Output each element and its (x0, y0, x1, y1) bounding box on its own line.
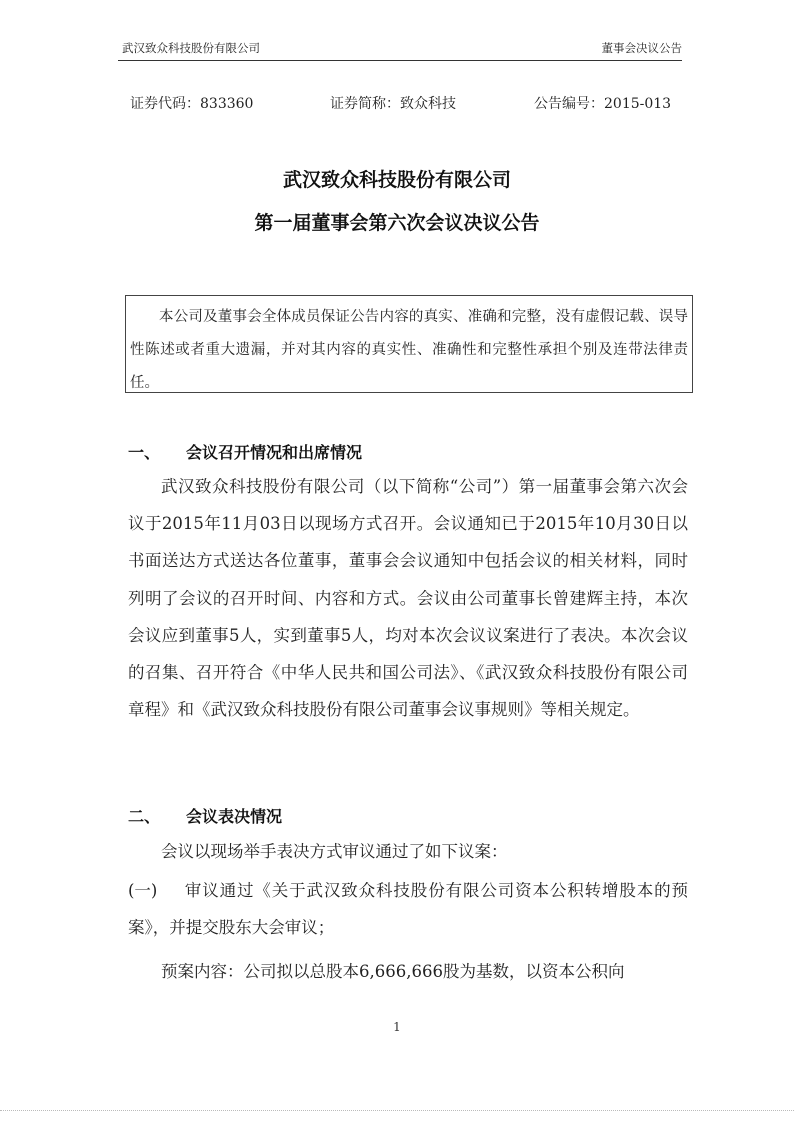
page-number: 1 (393, 1020, 401, 1034)
page-subtitle: 第一届董事会第六次会议决议公告 (254, 212, 540, 234)
section-1-number: 一、 (128, 443, 161, 462)
section-1-body: 武汉致众科技股份有限公司（以下简称“公司”）第一届董事会第六次会议于2015年11月03日以现场方式召开。会议通知已于2015年10月30日以书面送达方式送达各位董事，董事会会议通知中包括会议的相关材料，同时列明了会议的召开时间、内容和方式。会议由公司董事长曾建辉主持，本次会议应到董事5人，实到董事5人，均对本次会议议案进行了表决。本次会议的召集、召开符合《中华人民共和国公司法》、《武汉致众科技股份有限公司章程》和《武汉致众科技股份有限公司董事会议事规则》等相关规定。 (128, 477, 688, 720)
header-company: 武汉致众科技股份有限公司 (122, 41, 260, 55)
section-1-title: 会议召开情况和出席情况 (186, 443, 363, 462)
scan-edge (0, 1110, 794, 1111)
header-doc-type: 董事会决议公告 (601, 41, 682, 55)
section-1-heading (128, 440, 362, 463)
page-title: 武汉致众科技股份有限公司 (282, 169, 511, 191)
stock-short-name: 证券简称：致众科技 (330, 96, 456, 112)
section-2-heading (128, 804, 282, 827)
stock-code: 证券代码：833360 (130, 96, 254, 112)
disclaimer-box: 本公司及董事会全体成员保证公告内容的真实、准确和完整，没有虚假记载、误导性陈述或者重大遗漏，并对其内容的真实性、准确性和完整性承担个别及连带法律责任。 (125, 295, 693, 393)
header-divider (118, 60, 682, 61)
section-2-intro: 会议以现场举手表决方式审议通过了如下议案： (161, 842, 508, 861)
motion-item-1-text: 审议通过《关于武汉致众科技股份有限公司资本公积转增股本的预案》，并提交股东大会审议； (128, 881, 688, 937)
announcement-number: 公告编号：2015-013 (534, 96, 672, 112)
section-2-number: 二、 (128, 807, 161, 826)
section-2-title: 会议表决情况 (186, 807, 283, 826)
plan-content: 预案内容：公司拟以总股本6,666,666股为基数，以资本公积向 (161, 962, 625, 981)
motion-item-1 (128, 872, 688, 946)
motion-item-1-label: (一) (128, 881, 158, 900)
